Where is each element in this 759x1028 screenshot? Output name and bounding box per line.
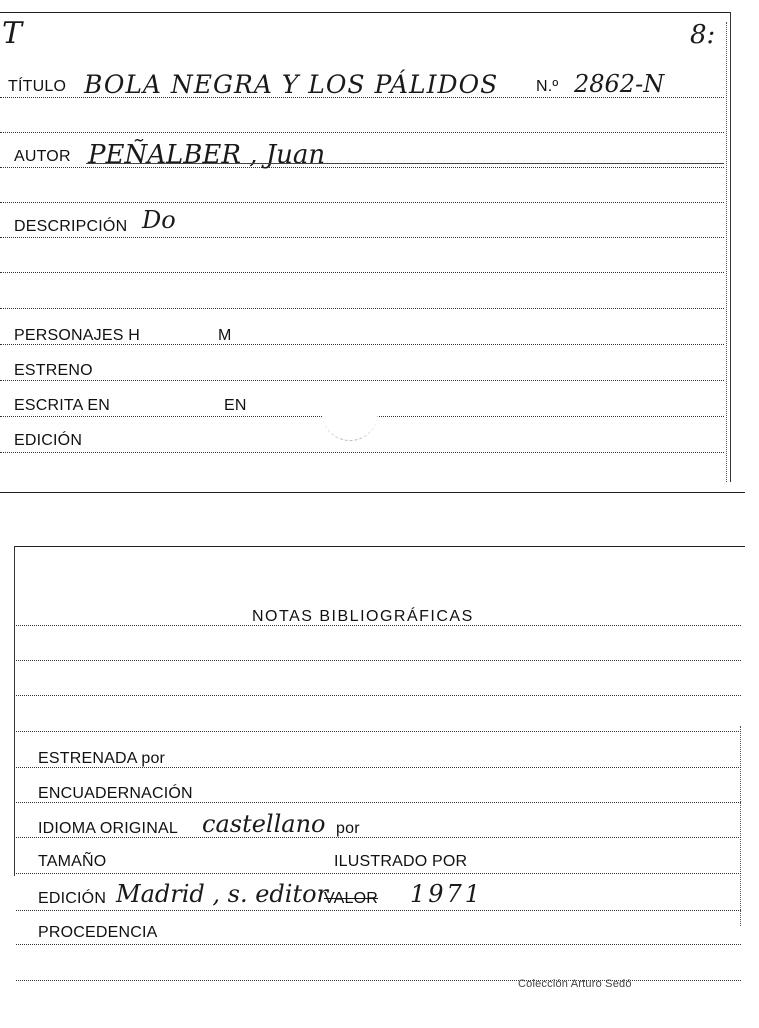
encuadernacion-label: ENCUADERNACIÓN [38, 785, 193, 802]
row-line [0, 452, 724, 453]
top-card-right-dots [726, 22, 727, 482]
row-line [0, 308, 724, 309]
row-line [0, 202, 724, 203]
estrenada-label: ESTRENADA por [38, 750, 166, 767]
tamano-label: TAMAÑO [38, 853, 107, 870]
punch-hole [322, 384, 378, 441]
titulo-value: BOLA NEGRA Y LOS PÁLIDOS [84, 70, 499, 99]
top-index-card [0, 12, 732, 492]
edicion-value: Madrid , s. editor [116, 880, 329, 908]
edicion-label: EDICIÓN [38, 890, 107, 907]
row-line [16, 660, 741, 661]
top-card-right-border [730, 12, 731, 482]
row-line [16, 731, 741, 732]
titulo-label: TÍTULO [8, 78, 67, 95]
row-line [16, 944, 741, 945]
autor-value: PEÑALBER , Juan [88, 140, 326, 170]
idioma-value: castellano [202, 810, 326, 838]
row-line [16, 625, 741, 626]
corner-left-mark: T [2, 16, 23, 51]
bottom-card-top-border [14, 546, 745, 547]
row-line [0, 380, 724, 381]
idioma-label: IDIOMA ORIGINAL [38, 820, 178, 837]
row-line [16, 980, 741, 981]
numero-label: N.º [536, 78, 559, 95]
edicion-label: EDICIÓN [14, 432, 83, 449]
valor-value: 1971 [410, 880, 484, 908]
estreno-label: ESTRENO [14, 362, 93, 379]
idioma-por-label: por [336, 820, 360, 837]
bottom-index-card [12, 546, 745, 1016]
autor-underline [86, 163, 724, 164]
personajes-label: PERSONAJES H [14, 327, 140, 344]
row-line [0, 132, 724, 133]
row-line [16, 910, 741, 911]
ilustrado-label: ILUSTRADO POR [334, 853, 468, 870]
row-line [0, 272, 724, 273]
bottom-card-right-dots [740, 726, 741, 926]
numero-value: 2862-N [574, 70, 665, 98]
bottom-card-left-border [14, 546, 15, 876]
procedencia-label: PROCEDENCIA [38, 924, 158, 941]
row-line [16, 873, 741, 874]
personajes-m-label: M [218, 327, 232, 344]
top-card-top-border [0, 12, 730, 13]
escrita-en2-label: EN [224, 397, 247, 414]
row-line [0, 237, 724, 238]
valor-label: VALOR [324, 890, 379, 907]
top-card-bottom-border [0, 492, 745, 493]
autor-label: AUTOR [14, 148, 71, 165]
collection-stamp: Colección Arturo Sedó [518, 978, 632, 990]
escrita-en-label: ESCRITA EN [14, 397, 110, 414]
notas-heading: NOTAS BIBLIOGRÁFICAS [252, 608, 474, 625]
descripcion-value: Do [142, 206, 176, 234]
row-line [16, 695, 741, 696]
descripcion-label: DESCRIPCIÓN [14, 218, 128, 235]
corner-right-mark: 8: [690, 20, 716, 50]
